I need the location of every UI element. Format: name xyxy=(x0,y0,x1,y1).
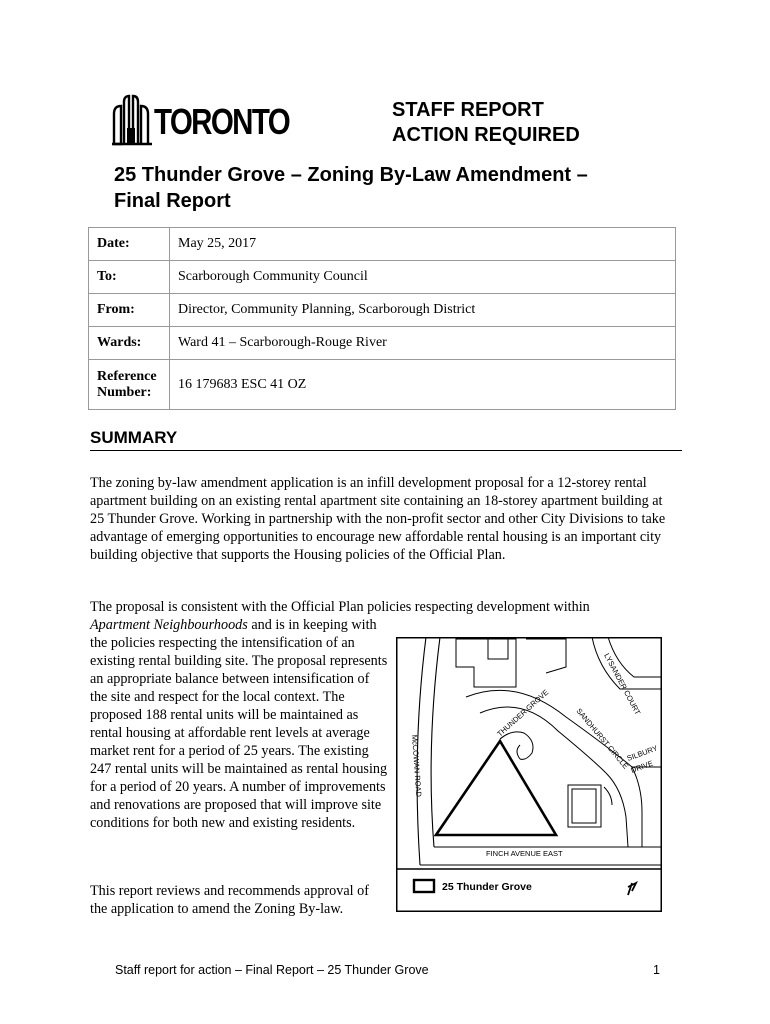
footer-text: Staff report for action – Final Report – 25 Thunder Grove xyxy=(115,963,429,977)
info-row-reference xyxy=(89,360,676,410)
info-label: From: xyxy=(89,294,170,327)
info-value: Ward 41 – Scarborough-Rouge River xyxy=(170,327,676,360)
info-value: Director, Community Planning, Scarborough District xyxy=(170,294,676,327)
legend-label: 25 Thunder Grove xyxy=(442,881,532,893)
summary-paragraph-2-text: and is in keeping with the policies respecting the intensification of an existing rental building site. The proposal represents an appropriate balance between intensification of the site and respect for the local context. The proposed 188 rental units will be maintained as rental housing at affordable rent levels at average market rent for a period of 25 years. The existing 247 rental units will be maintained as rental housing for a period of 20 years. A number of improvements and renovations are proposed that will improve site conditions for both new and existing residents. xyxy=(90,617,388,831)
info-row-date xyxy=(89,228,676,261)
street-label-silbury-line1: SILBURY xyxy=(625,743,659,763)
summary-paragraph-2 xyxy=(90,616,388,832)
info-label xyxy=(89,360,170,410)
summary-paragraph-1: The zoning by-law amendment application is an infill development proposal for a 12-storey rental apartment building on an existing rental apartment site containing an 18-storey apartment building at 25 Thunder Grove. Working in partnership with the non-profit sector and other City Divisions to take advantage of emerging opportunities to encourage new affordable rental housing is an important city building objective that supports the Housing policies of the Official Plan. xyxy=(90,475,666,563)
info-row-to xyxy=(89,261,676,294)
toronto-logo xyxy=(112,92,290,146)
report-title-line2: Final Report xyxy=(114,190,231,212)
report-type xyxy=(392,98,580,148)
street-label-mccowan-road: McCOWAN ROAD xyxy=(410,734,424,798)
info-label-line2: Number: xyxy=(97,384,152,400)
street-label-finch-avenue: FINCH AVENUE EAST xyxy=(486,849,563,858)
info-label-line1: Reference xyxy=(97,368,157,384)
info-value: May 25, 2017 xyxy=(170,228,676,261)
summary-paragraph-2-first-line: The proposal is consistent with the Official Plan policies respecting development within xyxy=(90,599,590,615)
street-label-sandhurst-circle: SANDHURST CIRCLE xyxy=(574,706,631,771)
info-row-wards xyxy=(89,327,676,360)
info-value: 16 179683 ESC 41 OZ xyxy=(170,360,676,410)
location-map xyxy=(396,637,662,912)
info-value: Scarborough Community Council xyxy=(170,261,676,294)
page-footer xyxy=(115,963,660,977)
info-label: Wards: xyxy=(89,327,170,360)
report-title-line1: 25 Thunder Grove – Zoning By-Law Amendment – xyxy=(114,164,588,186)
city-hall-icon xyxy=(112,92,156,146)
info-label: To: xyxy=(89,261,170,294)
page-number: 1 xyxy=(653,963,660,977)
info-row-from xyxy=(89,294,676,327)
report-title xyxy=(114,162,674,214)
report-info-table xyxy=(88,227,676,410)
street-label-silbury-line2: DRIVE xyxy=(629,758,655,775)
street-label-thunder-grove: THUNDER GROVE xyxy=(495,687,551,739)
summary-heading: SUMMARY xyxy=(90,428,682,451)
info-label: Date: xyxy=(89,228,170,261)
report-type-line2: ACTION REQUIRED xyxy=(392,124,580,146)
italic-term: Apartment Neighbourhoods xyxy=(90,617,248,633)
street-label-lysander-court: LYSANDER COURT xyxy=(602,651,643,717)
summary-paragraph-3: This report reviews and recommends approval of the application to amend the Zoning By-law. xyxy=(90,883,369,917)
report-type-line1: STAFF REPORT xyxy=(392,99,544,121)
logo-wordmark: TORONTO xyxy=(154,101,290,142)
